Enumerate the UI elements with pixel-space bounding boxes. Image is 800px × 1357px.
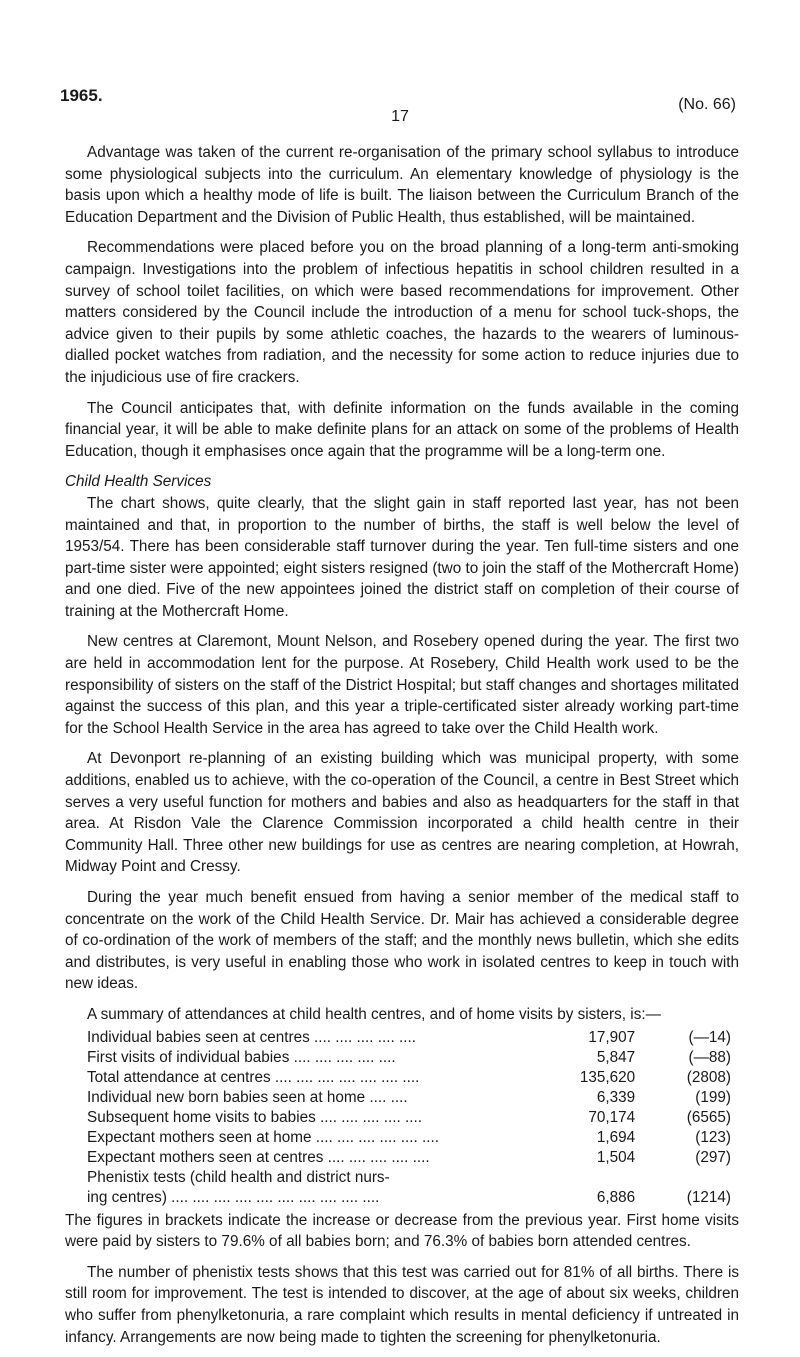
paragraph-brackets: The figures in brackets indicate the increase or decrease from the previous year. First home visits were paid by sisters to 79.6% of all babies born; and 76.3% of babies born attended centres.: [65, 1211, 739, 1251]
paragraph-recommendations: Recommendations were placed before you on the broad planning of a long-term anti-smoking campaign. Investigations into the problem of infectious hepatitis in school children resulted in a survey of school toilet facilities, on which were based recommendations for improvement. Other matters considered by the Council include the introduction of a menu for school tuck-shops, the advice given to their pupils by some athletic coaches, the hazards to the wearers of luminous-dialled pocket watches from radiation, and the necessity for some action to reduce injuries due to the injudicious use of fire crackers.: [65, 239, 739, 386]
table-intro: A summary of attendances at child health centres, and of home visits by sisters, is:—: [87, 1005, 661, 1023]
attendance-table: [65, 1028, 739, 1208]
row-value: 1,504: [596, 1148, 636, 1166]
paragraph-phenistix: The number of phenistix tests shows that this test was carried out for 81% of all births. There is still room for improvement. The test is intended to discover, at the age of about six weeks, children who suffer from phenylketonuria, a rare complaint which results in mental deficiency if untreated in infancy. Arrangements are now being made to tighten the screening for phenylketonuria.: [65, 1263, 739, 1346]
row-label: First visits of individual babies .... .... .... .... ....: [87, 1048, 396, 1066]
row-value: 6,886: [596, 1188, 636, 1206]
paragraph-devonport: At Devonport re-planning of an existing building which was municipal property, with some additions, enabled us to achieve, with the co-operation of the Council, a centre in Best Street which serves a very useful function for mothers and babies and also as headquarters for the staff in that area. At Risdon Vale the Clarence Commission incorporated a child health centre in their Community Hall. Three other new buildings for use as centres are nearing completion, at Howrah, Midway Point and Cressy.: [65, 750, 739, 876]
row-change: (2808): [686, 1068, 731, 1086]
paragraph-council-funds: The Council anticipates that, with definite information on the funds available in the coming financial year, it will be able to make definite plans for an attack on some of the problems of Health Education, though it emphasises once again that the programme will be a long-term one.: [65, 399, 739, 460]
row-label: Subsequent home visits to babies .... .... .... .... ....: [87, 1108, 422, 1126]
row-label: Phenistix tests (child health and district nurs-: [87, 1168, 390, 1186]
row-value: 17,907: [588, 1028, 636, 1046]
table-row: [65, 1168, 739, 1188]
table-row: [65, 1048, 739, 1068]
row-change: (123): [695, 1128, 731, 1146]
row-value: 6,339: [596, 1088, 636, 1106]
row-label: Individual babies seen at centres .... .... .... .... ....: [87, 1028, 417, 1046]
table-row: [65, 1148, 739, 1168]
table-row: [65, 1088, 739, 1108]
document-body: [65, 142, 739, 1357]
paragraph-new-centres: New centres at Claremont, Mount Nelson, and Rosebery opened during the year. The first two are held in accommodation lent for the purpose. At Rosebery, Child Health work used to be the responsibility of sisters on the staff of the District Hospital; but staff changes and shortages militated against the success of this plan, and this year a triple-certificated sister already working part-time for the School Health Service in the area has agreed to take over the Child Health work.: [65, 633, 739, 737]
table-row: [65, 1068, 739, 1088]
paragraph-staff-chart: The chart shows, quite clearly, that the slight gain in staff reported last year, has not been maintained and that, in proportion to the number of births, the staff is well below the level of 1953/54. There has been considerable staff turnover during the year. Ten full-time sisters and one part-time sister were appointed; eight sisters resigned (two to join the staff of the Mothercraft Home) and one died. Five of the new appointees joined the district staff on completion of their course of training at the Mothercraft Home.: [65, 494, 739, 620]
row-value: 5,847: [596, 1048, 636, 1066]
row-label: Expectant mothers seen at centres .... .... .... .... ....: [87, 1148, 430, 1166]
table-row: [65, 1188, 739, 1208]
table-row: [65, 1028, 739, 1048]
row-label: Total attendance at centres .... .... .... .... .... .... ....: [87, 1068, 420, 1086]
row-change: (6565): [686, 1108, 731, 1126]
paragraph-medical-staff: During the year much benefit ensued from having a senior member of the medical staff to concentrate on the work of the Child Health Service. Dr. Mair has achieved a considerable degree of co-ordination of the work of members of the staff; and the monthly news bulletin, which she edits and distributes, is very useful in enabling those who work in isolated centres to keep in touch with new ideas.: [65, 889, 739, 993]
row-label: Expectant mothers seen at home .... .... .... .... .... ....: [87, 1128, 439, 1146]
row-value: 1,694: [596, 1128, 636, 1146]
row-change: [635, 1168, 739, 1188]
header-year: 1965.: [60, 86, 103, 105]
row-value: [555, 1168, 636, 1188]
paragraph-physiology: Advantage was taken of the current re-organisation of the primary school syllabus to introduce some physiological subjects into the curriculum. An elementary knowledge of physiology is the basis upon which a healthy mode of life is built. The liaison between the Curriculum Branch of the Education Department and the Division of Public Health, thus established, will be maintained.: [65, 144, 739, 226]
section-heading-child-health: Child Health Services: [65, 473, 212, 491]
row-change: (297): [695, 1148, 731, 1166]
table-row: [65, 1108, 739, 1128]
row-change: (199): [695, 1088, 731, 1106]
table-row: [65, 1128, 739, 1148]
row-change: (1214): [686, 1188, 731, 1206]
page-number: 17: [391, 108, 409, 125]
row-value: 70,174: [588, 1108, 636, 1126]
row-label: Individual new born babies seen at home .... ....: [87, 1088, 408, 1106]
row-change: (—14): [688, 1028, 731, 1046]
row-label: ing centres) .... .... .... .... .... .... .... .... .... ....: [87, 1188, 380, 1206]
issue-number: (No. 66): [678, 96, 736, 113]
row-value: 135,620: [579, 1068, 636, 1086]
row-change: (—88): [688, 1048, 731, 1066]
